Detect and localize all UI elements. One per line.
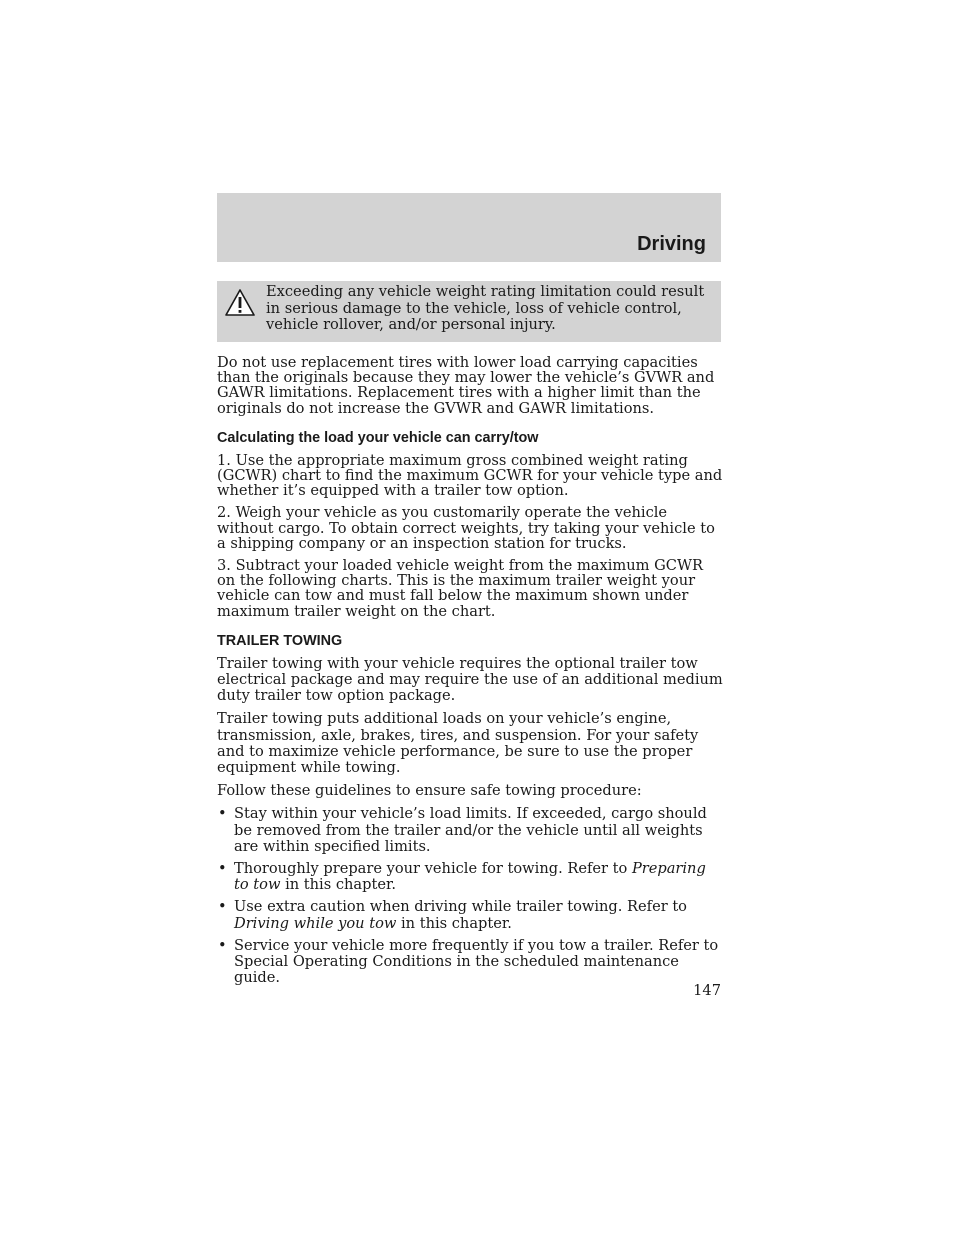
- page-number: 147: [693, 982, 721, 999]
- bullet: •: [218, 936, 227, 954]
- bullet-text: Service your vehicle more frequently if you tow a trailer. Refer to Special Operating Conditions in the scheduled maintenance guide.: [234, 936, 719, 987]
- page-content: [217, 355, 723, 993]
- warning-box: [217, 281, 721, 342]
- list-item: [217, 938, 723, 987]
- warning-triangle-icon: [224, 288, 256, 318]
- bullet: •: [218, 805, 227, 823]
- towing-paragraph-1: Trailer towing with your vehicle requires the optional trailer tow electrical package and may require the use of an additional medium duty trailer tow option package.: [217, 654, 723, 705]
- towing-paragraph-2: Trailer towing puts additional loads on your vehicle’s engine, transmission, axle, brakes, tires, and suspension. For your safety and to maximize vehicle performance, be sure to use the proper equipment while towing.: [217, 710, 699, 777]
- bullet-text: in this chapter.: [396, 914, 512, 932]
- calc-step-1: 1. Use the appropriate maximum gross combined weight rating (GCWR) chart to find the maximum GCWR for your vehicle type and whether it’s equipped with a trailer tow option.: [217, 451, 723, 500]
- bullet-text: in this chapter.: [280, 876, 396, 894]
- guidelines-list: [217, 806, 723, 986]
- bullet-text: Use extra caution when driving while trailer towing. Refer to: [234, 898, 687, 916]
- list-item: [217, 806, 723, 855]
- chapter-title: Driving: [637, 233, 706, 255]
- list-item: [217, 899, 723, 931]
- calc-heading: Calculating the load your vehicle can carry/tow: [217, 429, 539, 446]
- chapter-header: [217, 193, 721, 262]
- calc-step-2: 2. Weigh your vehicle as you customarily operate the vehicle without cargo. To obtain correct weights, try taking your vehicle to a shipping company or an inspection station for trucks.: [217, 504, 715, 552]
- trailer-towing-section: [217, 633, 723, 987]
- cross-reference: Preparing to tow: [234, 860, 706, 894]
- bullet-text: Stay within your vehicle’s load limits. If exceeded, cargo should be removed from the trailer and/or the vehicle until all weights are within specified limits.: [234, 805, 707, 855]
- bullet-text: Thoroughly prepare your vehicle for towing. Refer to: [234, 860, 632, 878]
- list-item: [217, 861, 723, 893]
- bullet: •: [218, 860, 227, 878]
- trailer-towing-heading: TRAILER TOWING: [217, 632, 343, 649]
- warning-text: Exceeding any vehicle weight rating limitation could result in serious damage to the vehicle, loss of vehicle control, vehicle rollover, and/or personal injury.: [266, 283, 705, 334]
- bullet: •: [218, 898, 227, 916]
- calc-step-3: 3. Subtract your loaded vehicle weight from the maximum GCWR on the following charts. This is the maximum trailer weight your vehicle can tow and must fall below the maximum shown under maximum trailer weight on the chart.: [217, 557, 703, 620]
- intro-paragraph: Do not use replacement tires with lower load carrying capacities than the originals because they may lower the vehicle’s GVWR and GAWR limitations. Replacement tires with a higher limit than the originals do not increase the GVWR and GAWR limitations.: [217, 354, 715, 417]
- towing-paragraph-3: Follow these guidelines to ensure safe towing procedure:: [217, 782, 642, 800]
- cross-reference: Driving while you tow: [234, 914, 397, 932]
